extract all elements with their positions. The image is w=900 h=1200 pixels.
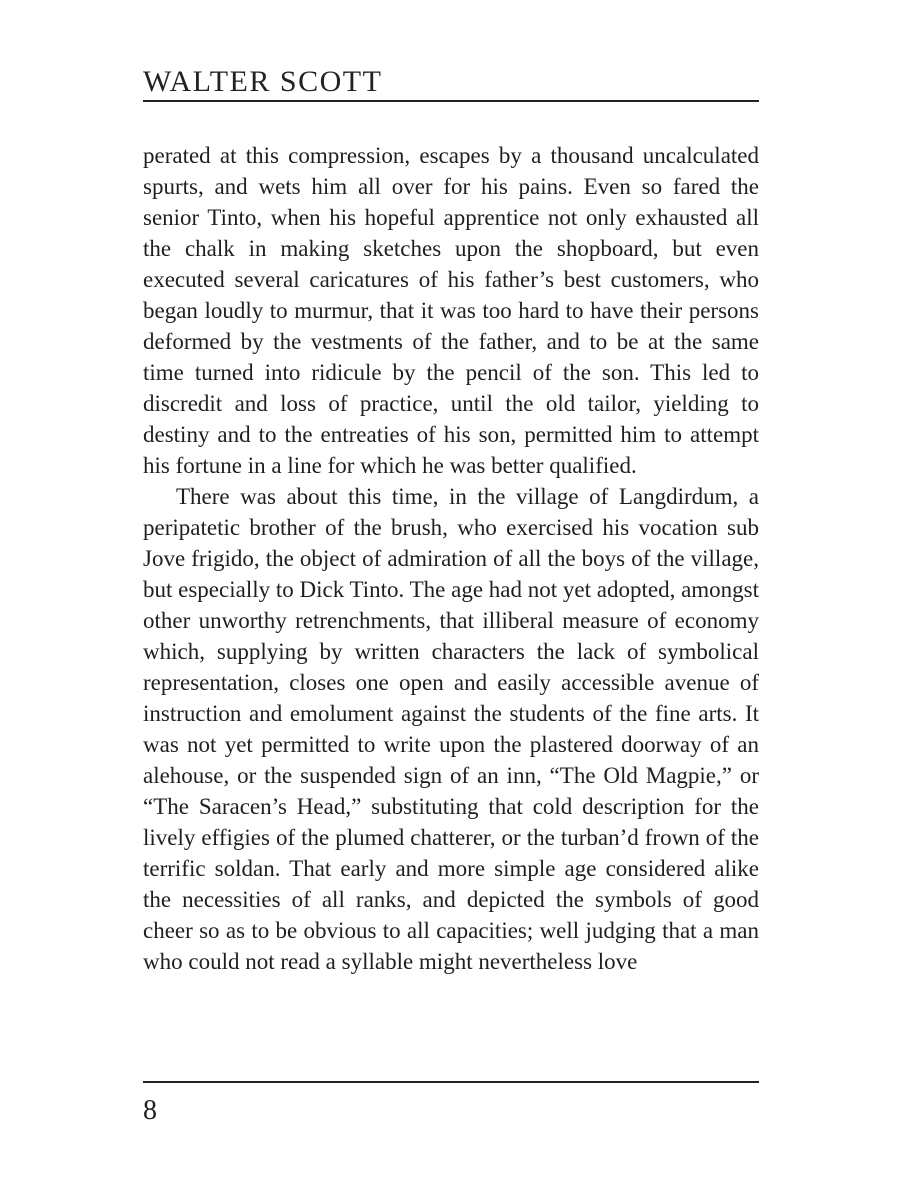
running-head-title: WALTER SCOTT <box>143 65 383 98</box>
paragraph: There was about this time, in the village of Langdirdum, a peripatetic brother of the brush, who exercised his vocation sub Jove frigido, the object of admiration of all the boys of the village, but especially to Dick Tinto. The age had not yet adopted, amongst other unworthy retrenchments, that illiberal measure of economy which, supplying by written characters the lack of symbolical representation, closes one open and easily accessible avenue of instruction and emolument against the students of the fine arts. It was not yet permitted to write upon the plastered doorway of an alehouse, or the suspended sign of an inn, “The Old Magpie,” or “The Saracen’s Head,” substituting that cold description for the lively effigies of the plumed chatterer, or the turban’d frown of the terrific soldan. That early and more simple age considered alike the necessities of all ranks, and depicted the symbols of good cheer so as to be obvious to all capacities; well judging that a man who could not read a syllable might nevertheless love <box>143 484 760 974</box>
header-rule <box>143 100 759 102</box>
body-text <box>143 140 759 977</box>
page-number: 8 <box>143 1095 157 1126</box>
paragraph-continued: perated at this compression, escapes by a thousand uncalculated spurts, and wets him all over for his pains. Even so fared the senior Tinto, when his hopeful apprentice not only exhausted all the chalk in making sketches upon the shopboard, but even executed several caricatures of his father’s best customers, who began loudly to murmur, that it was too hard to have their persons deformed by the vestments of the father, and to be at the same time turned into ridicule by the pencil of the son. This led to discredit and loss of practice, until the old tailor, yielding to destiny and to the entreaties of his son, permitted him to attempt his fortune in a line for which he was better qualified. <box>143 143 759 478</box>
footer-rule <box>143 1081 759 1083</box>
book-page <box>143 0 759 1200</box>
